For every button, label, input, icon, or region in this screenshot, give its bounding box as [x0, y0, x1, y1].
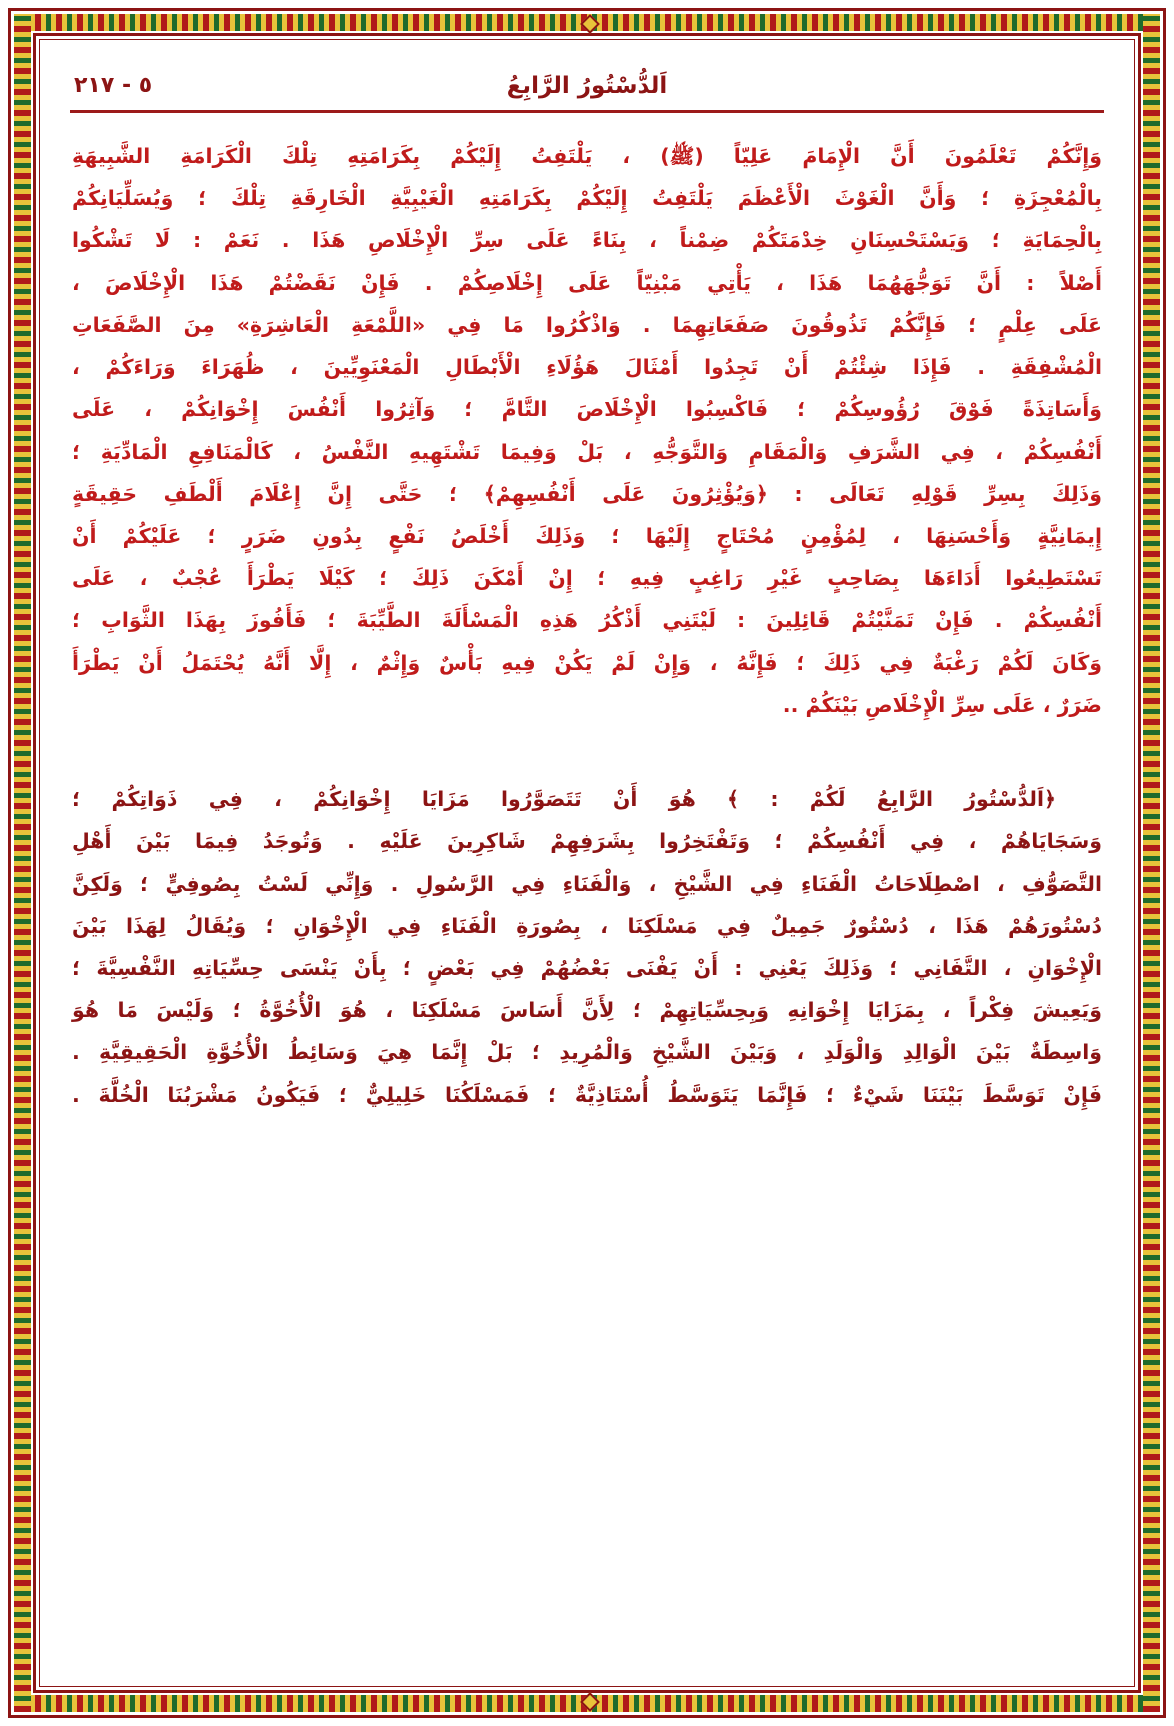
text-line: وَاسِطَةٌ بَيْنَ الْوَالِدِ وَالْوَلَدِ ، وَبَيْنَ الشَّيْخِ وَالْمُرِيدِ ؛ بَلْ إِنَّمَا هِيَ وَسَائِطُ الْأُخُوَّةِ الْحَقِيقِيَّةِ .: [72, 1040, 1102, 1065]
text-line-last: ضَرَرٌ ، عَلَى سِرِّ الْإِخْلَاصِ بَيْنَكُمْ ..: [782, 692, 1102, 717]
text-line: دُسْتُورَهُمْ هَذَا ، دُسْتُورٌ جَمِيلٌ فِي مَسْلَكِنَا ، بِصُورَةِ الْفَنَاءِ فِي الْإِخْوَانِ ؛ وَيُقَالُ لِهَذَا بَيْنَ: [72, 913, 1102, 938]
text-line: أَصْلاً : أَنَّ تَوَجُّهَهُمَا هَذَا ، يَأْتِي مَبْنِيّاً عَلَى إِخْلَاصِكُمْ . فَإِنْ نَقَضْتُمْ هَذَا الْإِخْلَاصَ ،: [72, 270, 1102, 295]
text-line: عَلَى عِلْمٍ ؛ فَإِنَّكُمْ تَذُوقُونَ صَفَعَاتِهِمَا . وَاذْكُرُوا مَا فِي «اللَّمْعَةِ الْعَاشِرَةِ» مِنَ الصَّفَعَاتِ: [72, 312, 1102, 337]
section-heading-text: ﴿اَلدُّسْتُورُ الرَّابِعُ لَكُمْ : ﴾ هُوَ أَنْ تَتَصَوَّرُوا مَزَايَا إِخْوَانِكُمْ ، فِي ذَوَاتِكُمْ ؛: [72, 787, 1056, 812]
text-line: وَإِنَّكُمْ تَعْلَمُونَ أَنَّ الْإِمَامَ عَلِيّاً (ﷺ) ، يَلْتَفِتُ إِلَيْكُمْ بِكَرَامَتِهِ تِلْكَ الْكَرَامَةِ الشَّبِيهَةِ: [72, 144, 1102, 168]
text-line: بِالْمُعْجِزَةِ ؛ وَأَنَّ الْغَوْثَ الْأَعْظَمَ يَلْتَفِتُ إِلَيْكُمْ بِكَرَامَتِهِ الْغَيْبِيَّةِ الْخَارِقَةِ تِلْكَ ؛ وَيُسَلِّيَانِكُمْ: [72, 186, 1102, 211]
text-line: وَكَانَ لَكُمْ رَغْبَةٌ فِي ذَلِكَ ؛ فَإِنَّهُ ، وَإِنْ لَمْ يَكُنْ فِيهِ بَأْسٌ وَإِثْمٌ ، إِلَّا أَنَّهُ يُحْتَمَلُ أَنْ يَطْرَأَ: [72, 650, 1102, 675]
body-paragraph-2: [62, 778, 1112, 1116]
text-line: بِالْحِمَايَةِ ؛ وَيَسْتَحْسِنَانِ خِدْمَتَكُمْ ضِمْناً ، بِنَاءً عَلَى سِرِّ الْإِخْلَاصِ هَذَا . نَعَمْ : لَا تَشْكُوا: [72, 228, 1102, 253]
page-title: اَلدُّسْتُورُ الرَّابِعُ: [506, 73, 668, 99]
text-line: الْإِخْوَانِ ، التَّفَانِي ؛ وَذَلِكَ يَعْنِي : أَنْ يَفْنَى بَعْضُهُمْ فِي بَعْضٍ ؛ بِأَنْ يَنْسَى حِسِّيَاتِهِ النَّفْسِيَّةَ ؛: [72, 955, 1102, 980]
page-content: [62, 55, 1112, 1671]
text-line: أَنْفُسِكُمْ . فَإِنْ تَمَنَّيْتُمْ قَائِلِينَ : لَيْتَنِي أَذْكُرُ هَذِهِ الْمَسْأَلَةَ الطَّيِّبَةَ ؛ فَأَفُوزَ بِهَذَا الثَّوَابِ ؛: [72, 608, 1102, 633]
text-line: التَّصَوُّفِ ، اصْطِلَاحَاتُ الْفَنَاءِ فِي الشَّيْخِ ، وَالْفَنَاءِ فِي الرَّسُولِ . وَإِنِّي لَسْتُ بِصُوفِيٍّ ؛ وَلَكِنَّ: [72, 871, 1102, 896]
text-line: إِيمَانِيَّةٍ وَأَحْسَنِهَا ، لِمُؤْمِنٍ مُحْتَاجٍ إِلَيْهَا ؛ وَذَلِكَ أَخْلَصُ نَفْعٍ بِدُونِ ضَرَرٍ ؛ عَلَيْكُمْ أَنْ: [72, 523, 1102, 548]
paragraph-spacer: [62, 726, 1112, 756]
text-line: وَأَسَاتِذَةً فَوْقَ رُؤُوسِكُمْ ؛ فَاكْسِبُوا الْإِخْلَاصَ التَّامَّ ؛ وَآثِرُوا أَنْفُسَ إِخْوَانِكُمْ ، عَلَى: [72, 397, 1102, 422]
header-divider: [70, 110, 1104, 113]
body-paragraph-1: [62, 135, 1112, 726]
text-line: فَإِنْ تَوَسَّطَ بَيْنَنَا شَيْءٌ ؛ فَإِنَّمَا يَتَوَسَّطُ أُسْتَاذِيَّةٌ ؛ فَمَسْلَكُنَا خَلِيلِيٌّ ؛ فَيَكُونُ مَشْرَبُنَا الْخُلَّةَ .: [72, 1082, 1102, 1107]
text-line: أَنْفُسِكُمْ ، فِي الشَّرَفِ وَالْمَقَامِ وَالتَّوَجُّهِ ، بَلْ وَفِيمَا تَشْتَهِيهِ النَّفْسُ ، كَالْمَنَافِعِ الْمَادِّيَةِ ؛: [72, 439, 1102, 464]
text-line: الْمُشْفِقَةِ . فَإِذَا شِئْتُمْ أَنْ تَجِدُوا أَمْثَالَ هَؤُلَاءِ الْأَبْطَالِ الْمَعْنَوِيِّينَ ، ظُهَرَاءَ وَرَاءَكُمْ ،: [72, 355, 1102, 380]
page-number: ٥ - ٢١٧: [74, 73, 153, 98]
text-line-with-quran-verse: وَذَلِكَ بِسِرِّ قَوْلِهِ تَعَالَى : ﴿وَيُؤْثِرُونَ عَلَى أَنْفُسِهِمْ﴾ ؛ حَتَّى إِنَّ إِعْلَامَ أَلْطَفِ حَقِيقَةٍ: [72, 481, 1102, 506]
text-line: وَيَعِيشَ فِكْراً ، بِمَزَايَا إِخْوَانِهِ وَبِحِسِّيَاتِهِمْ ؛ لِأَنَّ أَسَاسَ مَسْلَكِنَا ، هُوَ الْأُخُوَّةُ ؛ وَلَيْسَ مَا هُوَ: [72, 998, 1102, 1023]
text-line: تَسْتَطِيعُوا أَدَاءَهَا بِصَاحِبٍ غَيْرِ رَاغِبٍ فِيهِ ؛ إِنْ أَمْكَنَ ذَلِكَ ؛ كَيْلَا يَطْرَأَ عُجْبٌ ، عَلَى: [72, 566, 1102, 591]
text-line: وَسَجَايَاهُمْ ، فِي أَنْفُسِكُمْ ؛ وَتَفْتَخِرُوا بِشَرَفِهِمْ شَاكِرِينَ عَلَيْهِ . وَتُوجَدُ فِيمَا بَيْنَ أَهْلِ: [72, 829, 1102, 854]
ornamental-band-right: [1143, 14, 1160, 1712]
ornamental-band-left: [14, 14, 31, 1712]
page-header: [62, 55, 1112, 113]
section-heading-line: [72, 778, 1102, 820]
